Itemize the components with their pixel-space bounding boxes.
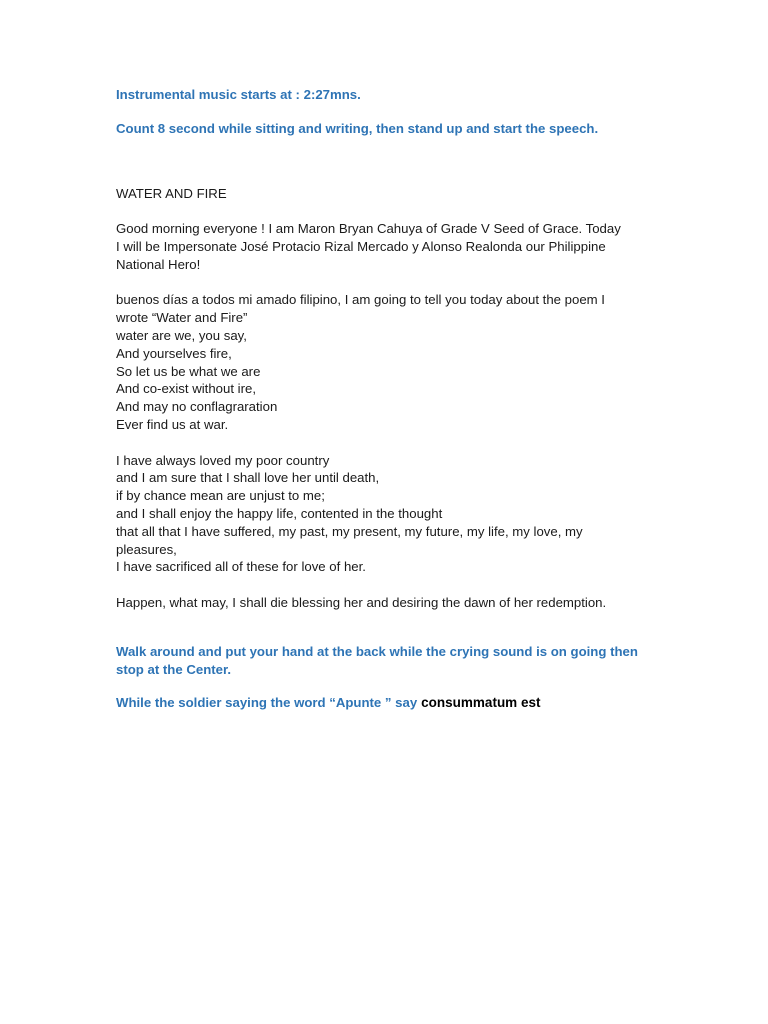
poem-paragraph <box>116 291 661 433</box>
poem-line: wrote “Water and Fire” <box>116 310 248 326</box>
soldier-instruction-text: While the soldier saying the word “Apunte ” say <box>116 695 418 711</box>
love-line: I have sacrificed all of these for love of her. <box>116 559 366 575</box>
intro-line: I will be Impersonate José Protacio Rizal Mercado y Alonso Realonda our Philippine <box>116 238 606 254</box>
poem-line: And co-exist without ire, <box>116 381 256 397</box>
intro-line: National Hero! <box>116 256 201 272</box>
love-line: and I am sure that I shall love her until death, <box>116 470 380 486</box>
document-page <box>116 86 661 712</box>
love-paragraph <box>116 452 661 577</box>
intro-paragraph <box>116 220 661 273</box>
love-line: I have always loved my poor country <box>116 452 330 468</box>
soldier-instruction-note <box>116 694 661 712</box>
poem-line: So let us be what we are <box>116 363 261 379</box>
intro-line: Good morning everyone ! I am Maron Bryan Cahuya of Grade V Seed of Grace. Today <box>116 221 621 237</box>
love-line: and I shall enjoy the happy life, contented in the thought <box>116 505 443 521</box>
poem-line: And yourselves fire, <box>116 345 232 361</box>
walk-instruction-note: Walk around and put your hand at the back while the crying sound is on going then stop at the Center. <box>116 643 638 677</box>
poem-line: buenos días a todos mi amado filipino, I am going to tell you today about the poem I <box>116 292 605 308</box>
final-words: consummatum est <box>421 695 541 711</box>
speech-title: WATER AND FIRE <box>116 185 227 201</box>
music-start-note: Instrumental music starts at : 2:27mns. <box>116 87 361 102</box>
love-line: pleasures, <box>116 541 177 557</box>
love-line: if by chance mean are unjust to me; <box>116 488 325 504</box>
closing-line: Happen, what may, I shall die blessing her and desiring the dawn of her redemption. <box>116 594 607 610</box>
love-line: that all that I have suffered, my past, my present, my future, my life, my love, my <box>116 523 583 539</box>
poem-line: Ever find us at war. <box>116 416 229 432</box>
poem-line: water are we, you say, <box>116 327 247 343</box>
poem-line: And may no conflagraration <box>116 399 278 415</box>
count-instruction-note: Count 8 second while sitting and writing, then stand up and start the speech. <box>116 120 599 136</box>
